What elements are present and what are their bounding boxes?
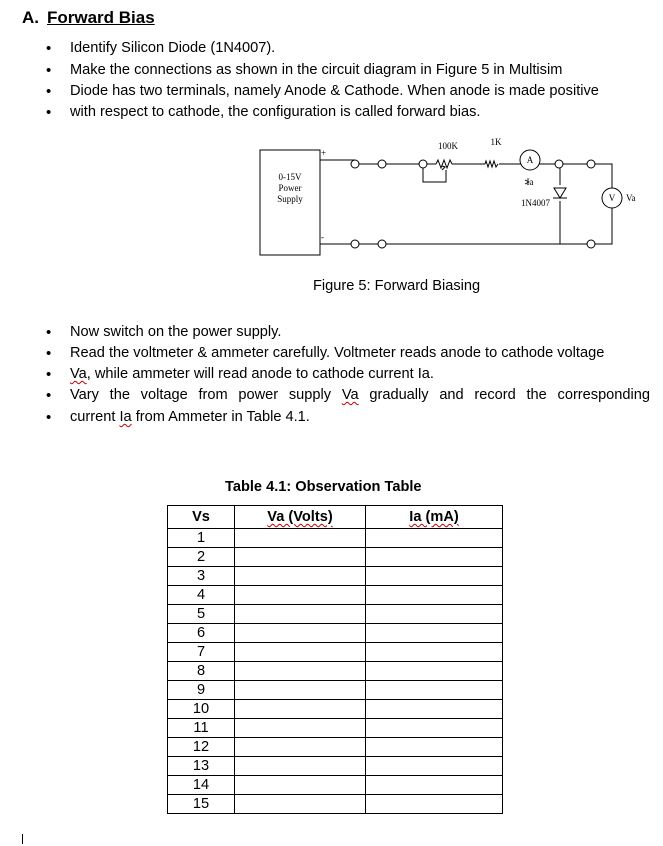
- terminal-nodes: [351, 160, 595, 248]
- spell-mark-va: Va: [70, 366, 87, 382]
- table-row: [168, 795, 503, 814]
- ia-cell[interactable]: [366, 605, 503, 624]
- table-body: [168, 529, 503, 814]
- ia-cell[interactable]: [366, 719, 503, 738]
- vs-cell: 5: [168, 605, 235, 624]
- table-row: [168, 681, 503, 700]
- supply-label-line-3: Supply: [277, 194, 303, 204]
- diode-symbol: [553, 188, 567, 198]
- section-label: A.: [22, 8, 39, 27]
- ia-cell[interactable]: [366, 700, 503, 719]
- vs-cell: 6: [168, 624, 235, 643]
- header-ia: Ia (mA): [366, 506, 503, 529]
- table-row: [168, 643, 503, 662]
- va-cell[interactable]: [235, 681, 366, 700]
- table-row: [168, 548, 503, 567]
- table-row: [168, 757, 503, 776]
- bullet-read-meters-line-2: • Va, while ammeter will read anode to cathode current Ia.: [70, 364, 650, 385]
- va-cell[interactable]: [235, 643, 366, 662]
- ia-cell[interactable]: [366, 662, 503, 681]
- vs-cell: 10: [168, 700, 235, 719]
- ia-cell[interactable]: [366, 757, 503, 776]
- ia-cell[interactable]: [366, 567, 503, 586]
- resistor-1k-symbol: [485, 161, 498, 167]
- pot-wiper-arrow: [442, 166, 445, 170]
- plus-terminal-label: +: [321, 148, 327, 158]
- va-cell[interactable]: [235, 605, 366, 624]
- section-heading: [22, 8, 155, 28]
- bullet-make-connections: • Make the connections as shown in the circuit diagram in Figure 5 in Multisim: [70, 60, 650, 81]
- vs-cell: 14: [168, 776, 235, 795]
- table-row: [168, 719, 503, 738]
- section-title: Forward Bias: [47, 8, 155, 27]
- diode-label: 1N4007: [521, 198, 550, 208]
- ia-cell[interactable]: [366, 776, 503, 795]
- circuit-wires: [320, 160, 612, 244]
- figure-caption: Figure 5: Forward Biasing: [313, 278, 481, 294]
- circuit-diagram: [240, 130, 660, 270]
- voltage-label: Va: [626, 193, 636, 203]
- table-row: [168, 662, 503, 681]
- vs-cell: 13: [168, 757, 235, 776]
- bullet-vary-voltage-line-2: • current Ia from Ammeter in Table 4.1.: [70, 407, 650, 428]
- bullet-read-meters: • Read the voltmeter & ammeter carefully. Voltmeter reads anode to cathode voltage: [70, 343, 650, 364]
- va-cell[interactable]: [235, 795, 366, 814]
- vs-cell: 15: [168, 795, 235, 814]
- ia-cell[interactable]: [366, 681, 503, 700]
- va-cell[interactable]: [235, 567, 366, 586]
- ia-cell[interactable]: [366, 624, 503, 643]
- spell-mark-ia: Ia: [119, 409, 132, 425]
- table-row: [168, 605, 503, 624]
- va-cell[interactable]: [235, 548, 366, 567]
- ia-cell[interactable]: [366, 529, 503, 548]
- vs-cell: 11: [168, 719, 235, 738]
- vs-cell: 3: [168, 567, 235, 586]
- ammeter-label: A: [526, 155, 534, 165]
- table-row: [168, 567, 503, 586]
- vs-cell: 2: [168, 548, 235, 567]
- table-row: [168, 586, 503, 605]
- vs-cell: 1: [168, 529, 235, 548]
- table-row: [168, 624, 503, 643]
- vs-cell: 12: [168, 738, 235, 757]
- bullet-vary-voltage: • Vary the voltage from power supply Va gradually and record the corresponding: [70, 385, 650, 406]
- ia-cell[interactable]: [366, 586, 503, 605]
- vs-cell: 8: [168, 662, 235, 681]
- va-cell[interactable]: [235, 529, 366, 548]
- minus-terminal-label: -: [321, 232, 324, 242]
- table-header-row: [168, 506, 503, 529]
- ia-cell[interactable]: [366, 643, 503, 662]
- va-cell[interactable]: [235, 700, 366, 719]
- bullet-switch-on: • Now switch on the power supply.: [70, 322, 650, 343]
- va-cell[interactable]: [235, 738, 366, 757]
- supply-label-line-2: Power: [278, 183, 302, 193]
- vs-cell: 9: [168, 681, 235, 700]
- resistor-100k-label: 100K: [438, 141, 458, 151]
- table-row: [168, 738, 503, 757]
- observation-table: [167, 505, 503, 814]
- header-vs: Vs: [168, 506, 235, 529]
- table-row: [168, 700, 503, 719]
- va-cell[interactable]: [235, 757, 366, 776]
- va-cell[interactable]: [235, 662, 366, 681]
- paragraph-line-2: • with respect to cathode, the configuration is called forward bias.: [70, 102, 650, 123]
- ia-cell[interactable]: [366, 548, 503, 567]
- ia-cell[interactable]: [366, 738, 503, 757]
- voltmeter-label: V: [608, 193, 616, 203]
- supply-label-line-1: 0-15V: [278, 172, 302, 182]
- table-row: [168, 529, 503, 548]
- va-cell[interactable]: [235, 719, 366, 738]
- table-row: [168, 776, 503, 795]
- current-label: Ia: [526, 177, 534, 187]
- ia-cell[interactable]: [366, 795, 503, 814]
- spell-mark-va-2: Va: [341, 387, 359, 403]
- va-cell[interactable]: [235, 624, 366, 643]
- va-cell[interactable]: [235, 776, 366, 795]
- paragraph-line-1: • Diode has two terminals, namely Anode & Cathode. When anode is made positive: [70, 81, 650, 102]
- table-caption: Table 4.1: Observation Table: [225, 479, 422, 495]
- va-cell[interactable]: [235, 586, 366, 605]
- resistor-1k-label: 1K: [490, 137, 502, 147]
- text-cursor: [22, 834, 23, 844]
- header-va: Va (Volts): [235, 506, 366, 529]
- vs-cell: 4: [168, 586, 235, 605]
- vs-cell: 7: [168, 643, 235, 662]
- bullet-identify-diode: • Identify Silicon Diode (1N4007).: [70, 38, 650, 59]
